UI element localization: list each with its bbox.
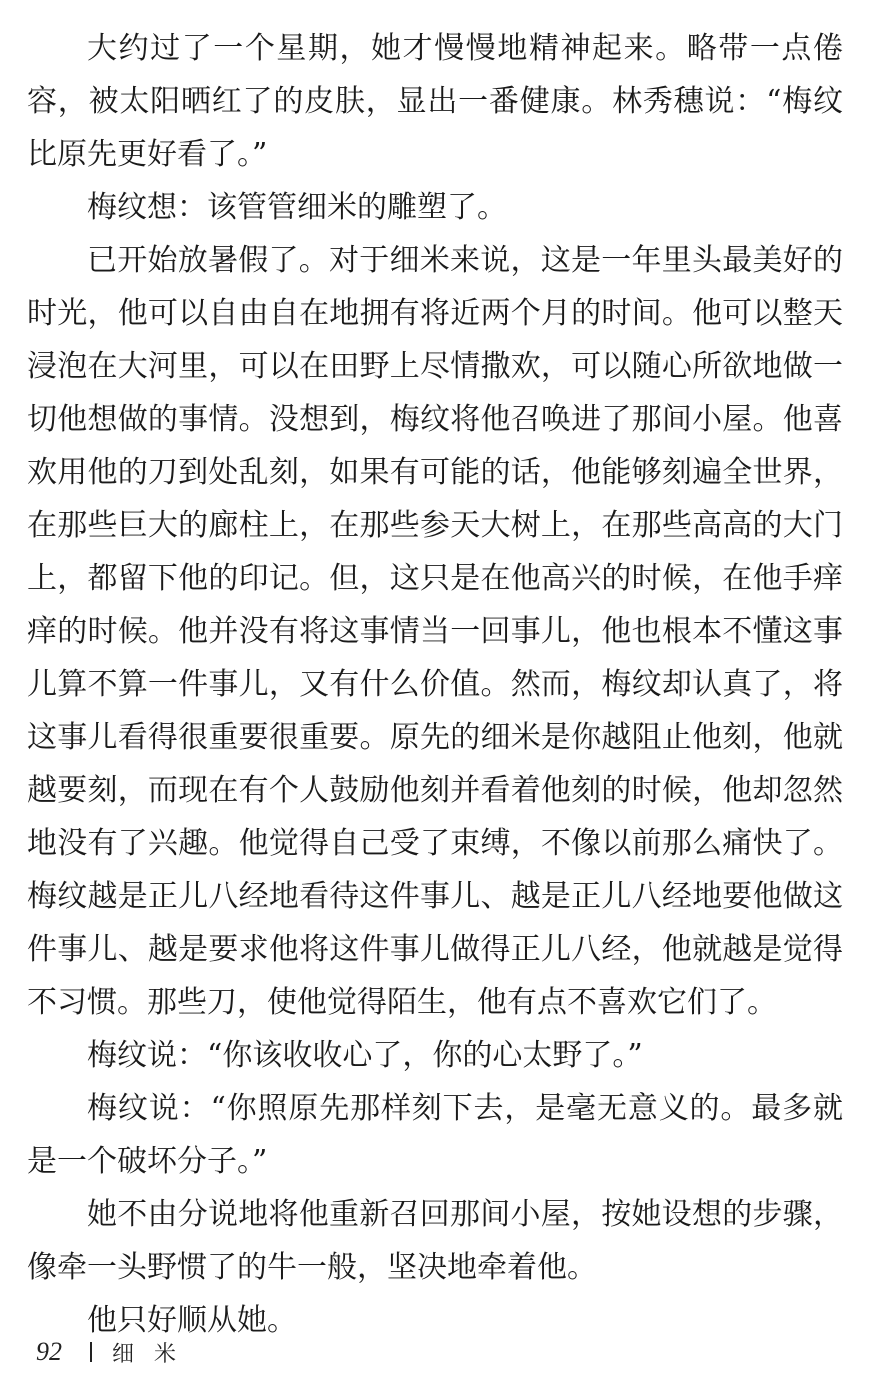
running-title: 细米 (112, 1340, 197, 1366)
paragraph: 她不由分说地将他重新召回那间小屋，按她设想的步骤，像牵一头野惯了的牛一般，坚决地牵着他。 (27, 1197, 843, 1285)
paragraph: 梅纹说：“你该收收心了，你的心太野了。” (87, 1038, 643, 1073)
footer-divider (90, 1342, 92, 1362)
paragraph: 大约过了一个星期，她才慢慢地精神起来。略带一点倦容，被太阳晒红了的皮肤，显出一番健康。林秀穗说：“梅纹比原先更好看了。” (27, 31, 843, 172)
page-body (27, 22, 843, 1347)
paragraph: 梅纹想：该管管细米的雕塑了。 (87, 190, 507, 225)
paragraph: 他只好顺从她。 (87, 1303, 297, 1338)
paragraph: 已开始放暑假了。对于细米来说，这是一年里头最美好的时光，他可以自由自在地拥有将近两个月的时间。他可以整天浸泡在大河里，可以在田野上尽情撒欢，可以随心所欲地做一切他想做的事情。没想到，梅纹将他召唤进了那间小屋。他喜欢用他的刀到处乱刻，如果有可能的话，他能够刻遍全世界，在那些巨大的廊柱上，在那些参天大树上，在那些高高的大门上，都留下他的印记。但，这只是在他高兴的时候，在他手痒痒的时候。他并没有将这事情当一回事儿，他也根本不懂这事儿算不算一件事儿，又有什么价值。然而，梅纹却认真了，将这事儿看得很重要很重要。原先的细米是你越阻止他刻，他就越要刻，而现在有个人鼓励他刻并看着他刻的时候，他却忽然地没有了兴趣。他觉得自己受了束缚，不像以前那么痛快了。梅纹越是正儿八经地看待这件事儿、越是正儿八经地要他做这件事儿、越是要求他将这件事儿做得正儿八经，他就越是觉得不习惯。那些刀，使他觉得陌生，他有点不喜欢它们了。 (27, 243, 843, 1020)
paragraph: 梅纹说：“你照原先那样刻下去，是毫无意义的。最多就是一个破坏分子。” (27, 1091, 843, 1179)
page-number: 92 (36, 1337, 62, 1366)
page-footer (36, 1332, 196, 1372)
